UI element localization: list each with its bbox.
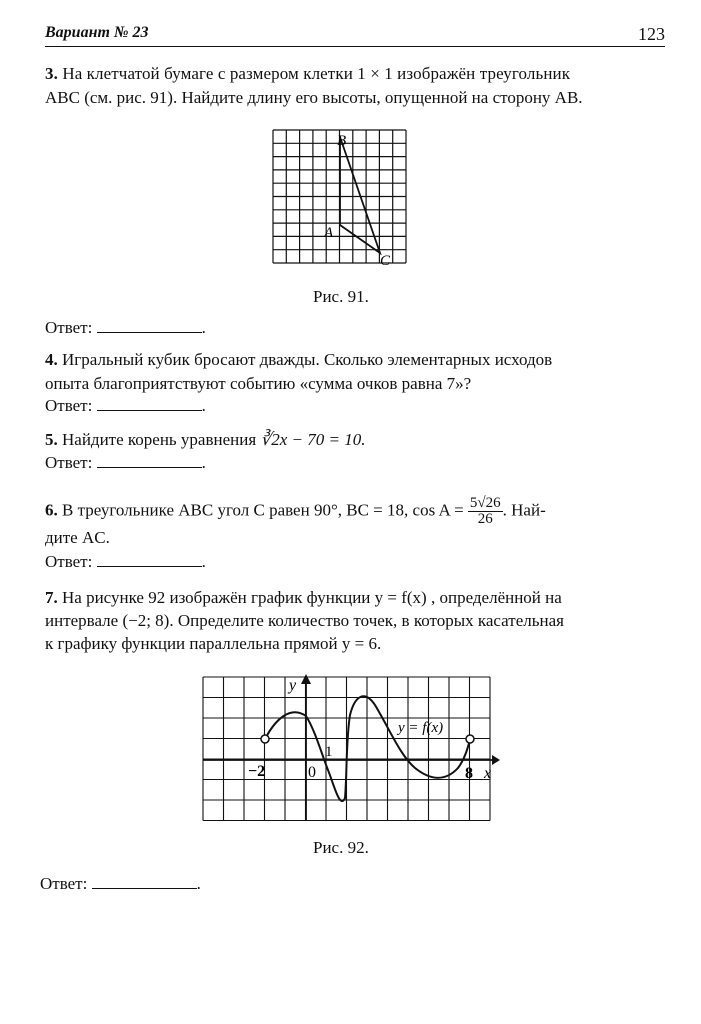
label-b: B xyxy=(337,133,347,149)
task-7-line-1: 7. На рисунке 92 изображён график функции y = f(x) , определённой на xyxy=(45,588,562,607)
variant-title: Вариант № 23 xyxy=(45,24,149,41)
task-6-answer: Ответ: . xyxy=(45,552,206,571)
fraction: $\frac{5√26}{26}$ xyxy=(469,495,501,527)
task-3-line-2: ABC (см. рис. 91). Найдите длину его высоты, опущенной на сторону AB. xyxy=(45,88,583,107)
task-5-line-1: 5. Найдите корень уравнения ∛2x − 70 = 10. xyxy=(45,430,366,449)
task-3-line-1: 3. На клетчатой бумаге с размером клетки 1 × 1 изображён треугольник xyxy=(45,64,571,83)
figure-91 xyxy=(262,125,412,275)
task-5-answer: Ответ: . xyxy=(45,453,206,472)
answer-blank[interactable] xyxy=(97,453,202,468)
task-6-line-1: 6. В треугольнике ABC угол C равен 90°, BC = 18, cos A = $\frac{5√26}{26}$ . Най- xyxy=(45,495,546,527)
page-header xyxy=(45,24,665,47)
figure-92-graph xyxy=(200,670,500,830)
task-3-answer: Ответ: . xyxy=(45,318,206,337)
tick-1: 1 xyxy=(325,744,333,760)
label-c: C xyxy=(380,253,391,269)
triangle-abc xyxy=(340,137,380,253)
task-7-line-3: к графику функции параллельна прямой y = 6. xyxy=(45,634,382,653)
task-7-answer: Ответ: . xyxy=(40,874,201,893)
answer-blank[interactable] xyxy=(97,396,202,411)
answer-blank[interactable] xyxy=(92,874,197,889)
label-a: A xyxy=(324,225,334,241)
x-axis-arrow-icon xyxy=(492,755,500,765)
task-6-line-2: дите AC. xyxy=(45,528,110,547)
y-axis-arrow-icon xyxy=(301,674,311,684)
x-label: x xyxy=(484,765,492,782)
tick-8: 8 xyxy=(465,765,473,782)
function-label: y = f(x) xyxy=(398,720,444,736)
task-4-line-2: опыта благоприятствуют событию «сумма очков равна 7»? xyxy=(45,374,472,393)
page-number: 123 xyxy=(638,24,665,44)
tick-0: 0 xyxy=(308,764,316,781)
figure-91-caption: Рис. 91. xyxy=(313,287,369,306)
open-endpoint-right xyxy=(466,735,474,743)
figure-92-caption: Рис. 92. xyxy=(313,838,369,857)
task-7-line-2: интервале (−2; 8). Определите количество точек, в которых касательная xyxy=(45,611,564,630)
open-endpoint-left xyxy=(261,735,269,743)
task-4-answer: Ответ: . xyxy=(45,396,206,415)
answer-blank[interactable] xyxy=(97,318,202,333)
tick-minus-2: −2 xyxy=(248,763,266,780)
answer-blank[interactable] xyxy=(97,552,202,567)
y-label: y xyxy=(289,677,297,694)
task-4-line-1: 4. Игральный кубик бросают дважды. Сколько элементарных исходов xyxy=(45,350,553,369)
